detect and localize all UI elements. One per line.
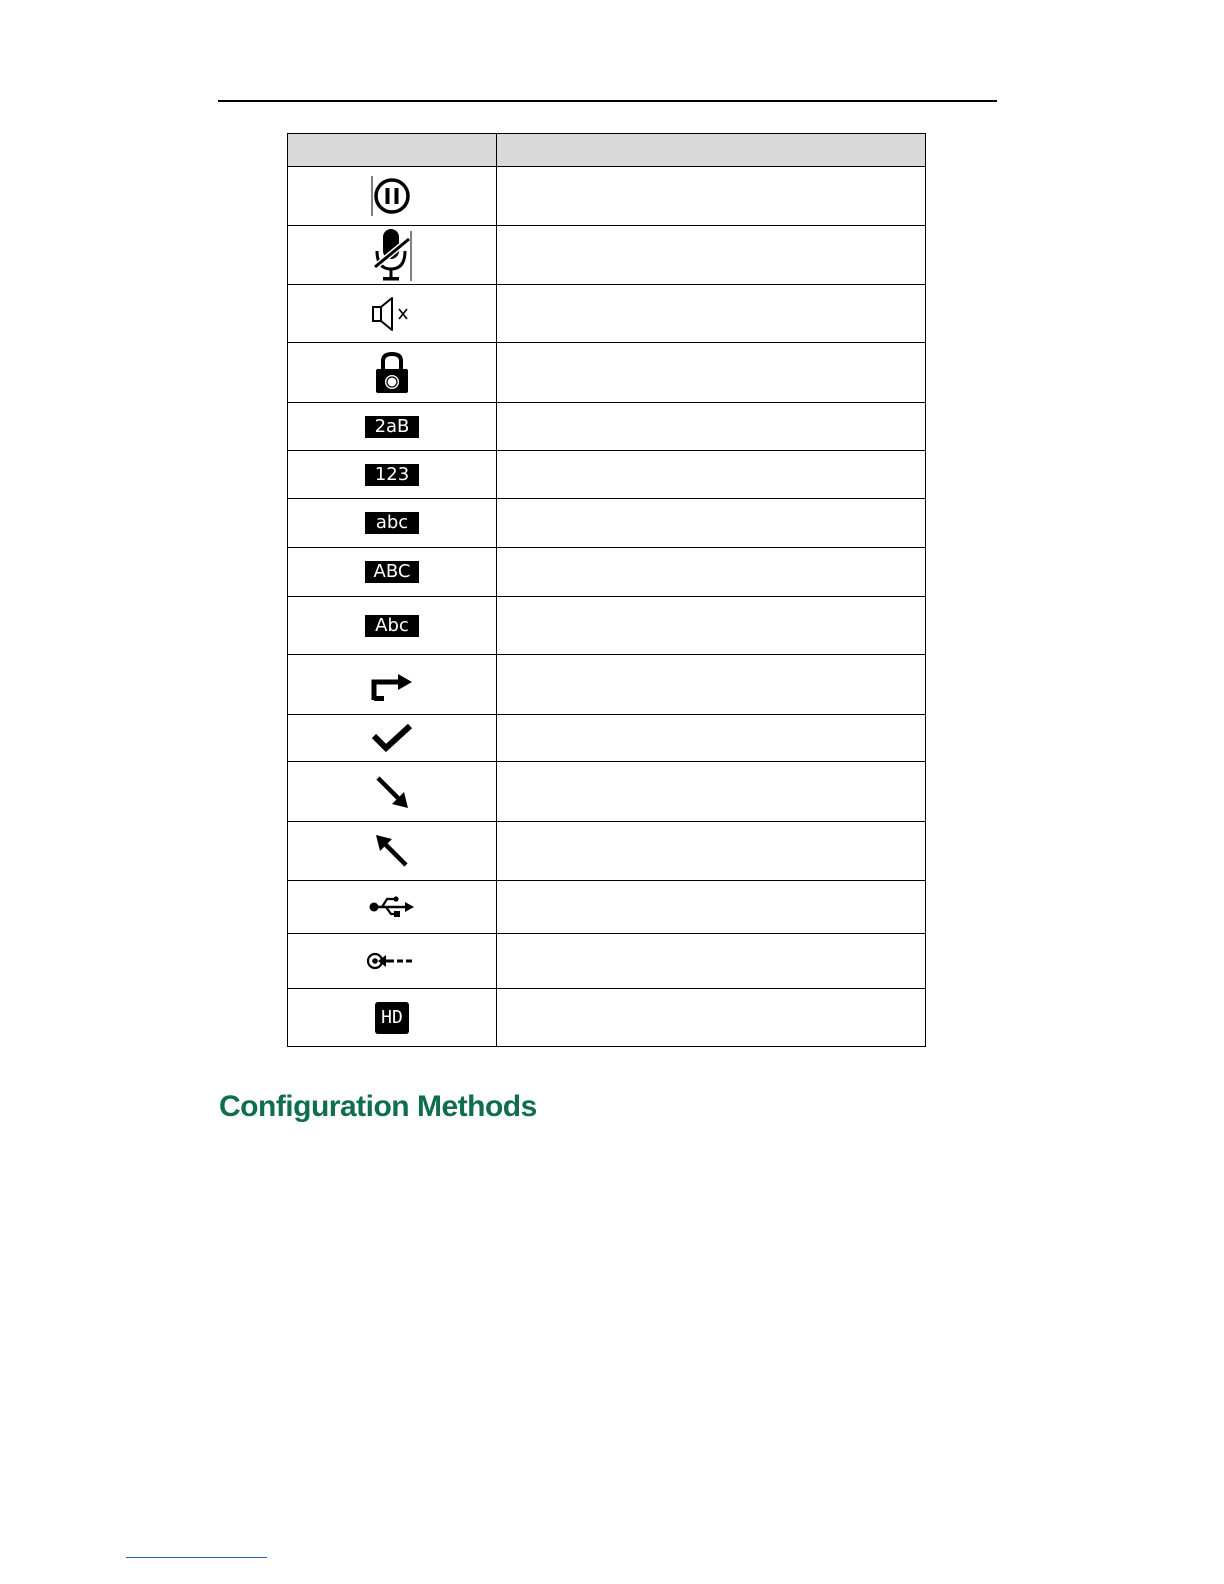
input-mode-abc-title-icon: Abc — [365, 615, 419, 637]
placed-call-icon — [372, 831, 412, 871]
mute-icon — [367, 227, 417, 283]
table-row — [288, 655, 926, 715]
table-row — [288, 715, 926, 762]
row-description — [497, 403, 926, 451]
row-description — [497, 881, 926, 934]
header-rule — [218, 100, 997, 102]
hd-icon: HD — [375, 1002, 409, 1034]
table-row — [288, 285, 926, 343]
input-mode-abc-upper-icon: ABC — [365, 561, 419, 583]
row-description — [497, 226, 926, 285]
row-description — [497, 597, 926, 655]
row-description — [497, 548, 926, 597]
table-row — [288, 881, 926, 934]
table-row — [288, 548, 926, 597]
row-description — [497, 343, 926, 403]
table-row — [288, 597, 926, 655]
volume-muted-icon — [370, 296, 414, 332]
table-row — [288, 989, 926, 1047]
row-description — [497, 285, 926, 343]
table-row — [288, 451, 926, 499]
table-row — [288, 934, 926, 989]
table-row — [288, 822, 926, 881]
received-call-icon — [370, 722, 414, 754]
input-mode-2ab-icon: 2aB — [365, 416, 419, 438]
table-row — [288, 499, 926, 548]
row-description — [497, 934, 926, 989]
input-mode-123-icon: 123 — [365, 464, 419, 486]
table-row — [288, 343, 926, 403]
row-description — [497, 989, 926, 1047]
section-title: Configuration Methods — [219, 1090, 537, 1123]
row-description — [497, 715, 926, 762]
row-description — [497, 167, 926, 226]
recording-icon — [366, 948, 418, 974]
table-row — [288, 226, 926, 285]
table-header-row — [288, 134, 926, 167]
row-description — [497, 451, 926, 499]
row-description — [497, 822, 926, 881]
header-description — [497, 134, 926, 167]
row-description — [497, 655, 926, 715]
header-icon — [288, 134, 497, 167]
row-description — [497, 499, 926, 548]
hold-icon — [370, 174, 414, 218]
input-mode-abc-lower-icon: abc — [365, 512, 419, 534]
table-row — [288, 167, 926, 226]
lock-icon — [372, 351, 412, 395]
forwarded-call-icon — [370, 668, 414, 702]
missed-call-icon — [372, 772, 412, 812]
row-description — [497, 762, 926, 822]
table-row — [288, 403, 926, 451]
table-row — [288, 762, 926, 822]
icon-table — [287, 133, 926, 1047]
footer-link-underline[interactable] — [126, 1557, 267, 1558]
usb-icon — [368, 894, 416, 920]
